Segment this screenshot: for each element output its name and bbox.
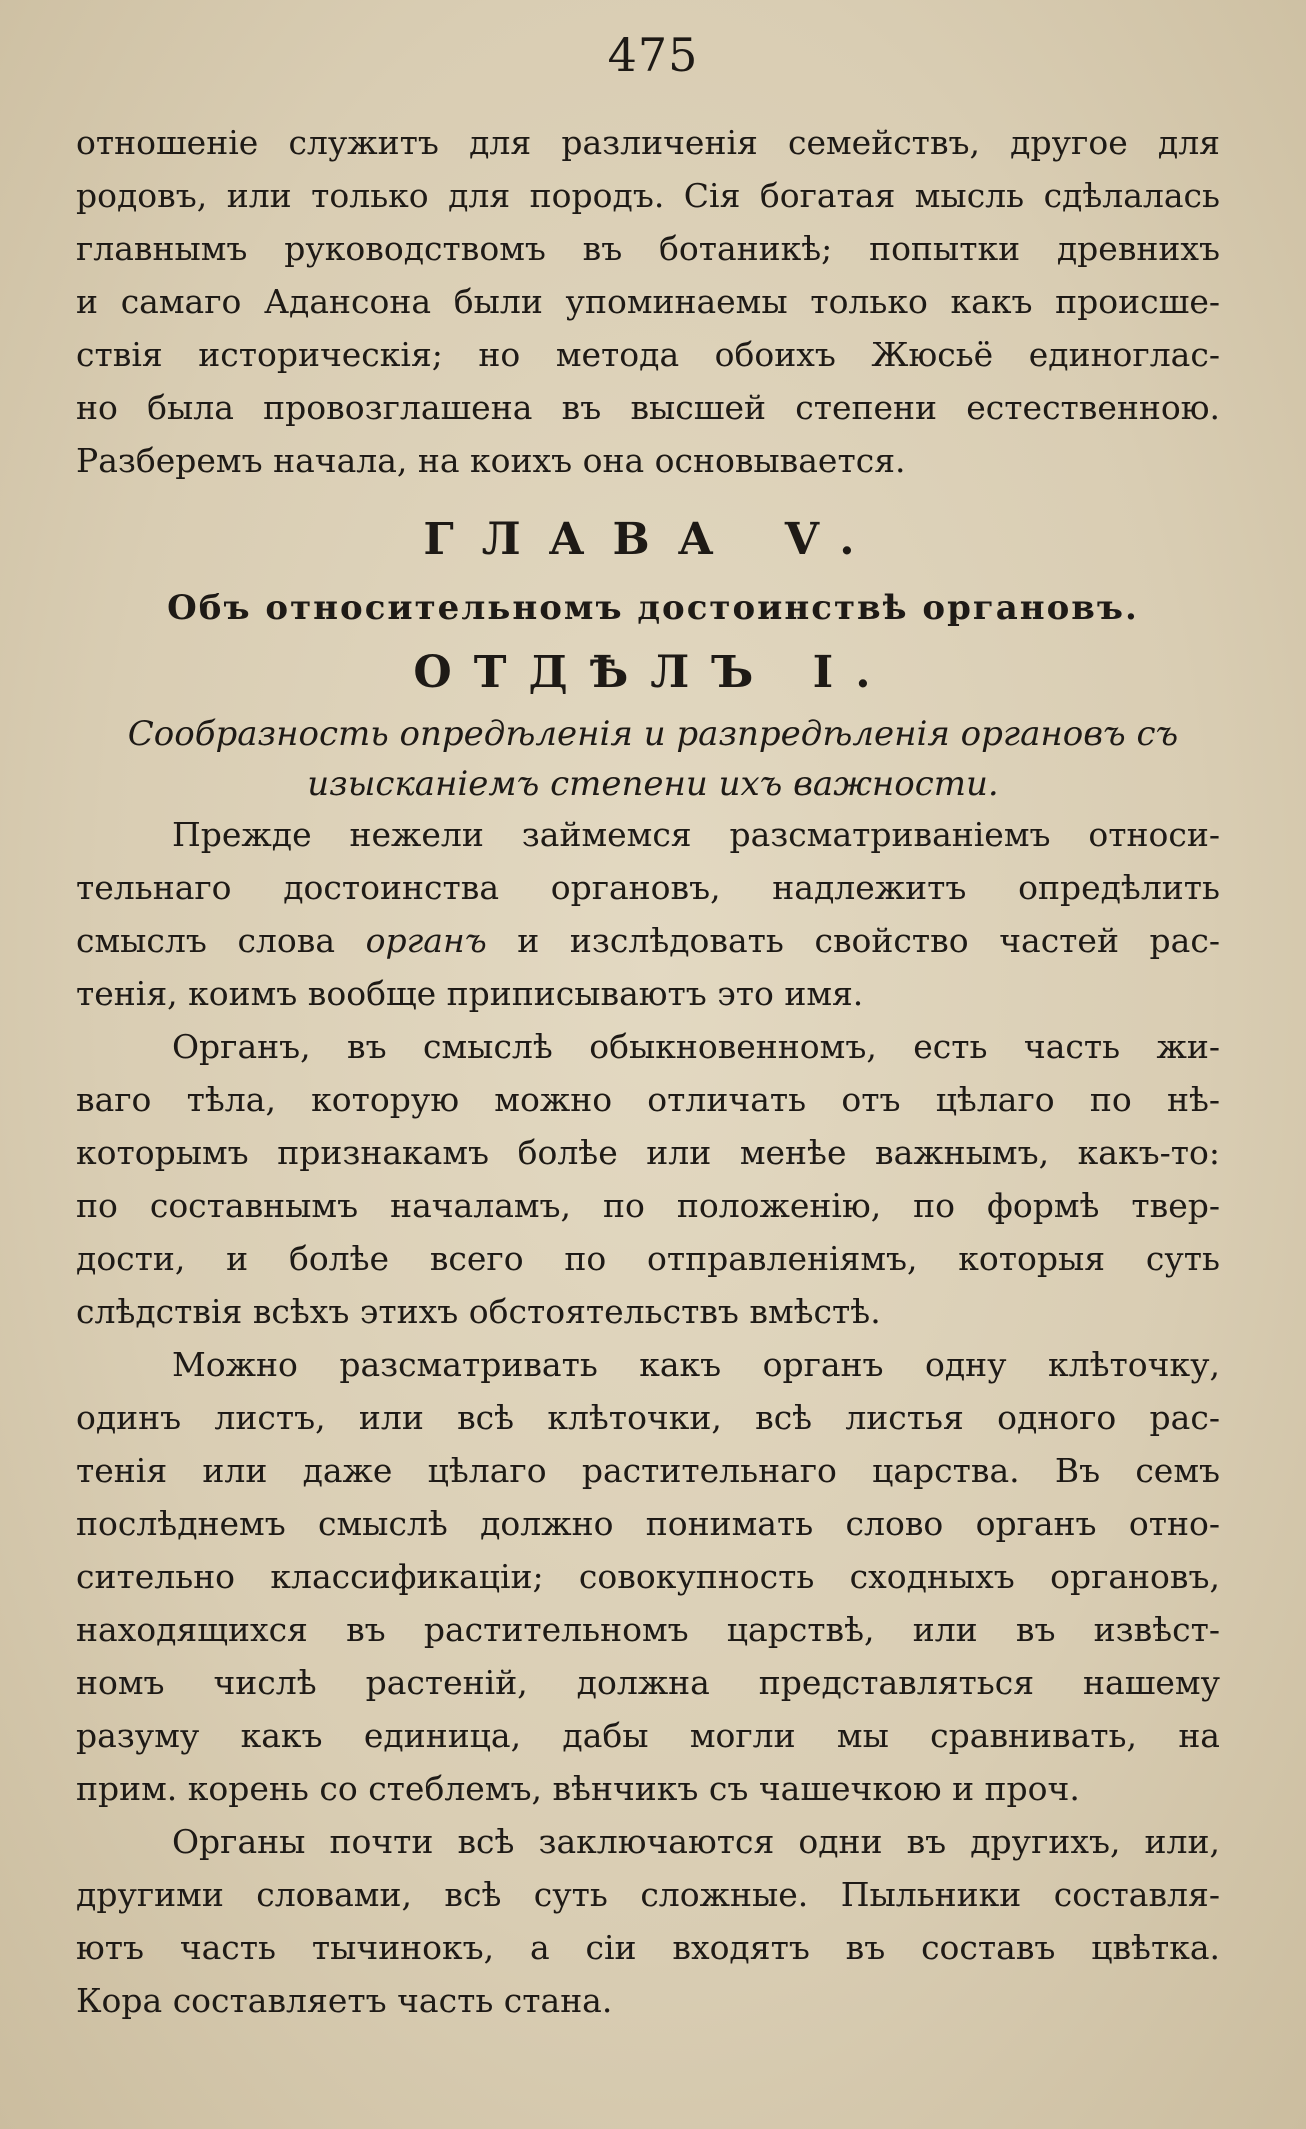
paragraph-line: дости, и болѣе всего по отправленіямъ, которыя суть — [76, 1239, 1220, 1278]
paragraph-line: тенія, коимъ вообще приписываютъ это имя. — [76, 974, 864, 1013]
paragraph-line: прим. корень со стеблемъ, вѣнчикъ съ чашечкою и проч. — [76, 1769, 1080, 1808]
paragraph-line: ваго тѣла, которую можно отличать отъ цѣлаго по нѣ- — [76, 1080, 1220, 1119]
paragraph-line: послѣднемъ смыслѣ должно понимать слово органъ отно- — [76, 1504, 1220, 1543]
paragraph-line: Кора составляетъ часть стана. — [76, 1981, 613, 2020]
italic-term: органъ — [365, 921, 487, 960]
intro-line: но была провозглашена въ высшей степени естественною. — [76, 388, 1220, 427]
paragraph-line: находящихся въ растительномъ царствѣ, или въ извѣст- — [76, 1610, 1220, 1649]
intro-line: и самаго Адансона были упоминаемы только какъ происше- — [76, 282, 1220, 321]
text-segment: смыслъ слова — [76, 921, 366, 960]
chapter-title: ГЛАВА V. — [423, 514, 883, 565]
intro-line: Разберемъ начала, на коихъ она основывается. — [76, 441, 906, 480]
section-title: ОТДѢЛЪ I. — [413, 647, 893, 698]
intro-line: главнымъ руководствомъ въ ботаникѣ; попытки древнихъ — [76, 229, 1220, 268]
intro-line: родовъ, или только для породъ. Сія богатая мысль сдѣлалась — [76, 176, 1220, 215]
paragraph-line: слѣдствія всѣхъ этихъ обстоятельствъ вмѣстѣ. — [76, 1292, 881, 1331]
paragraph-line: Можно разсматривать какъ органъ одну клѣточку, — [172, 1345, 1220, 1384]
text-segment: и изслѣдовать свойство частей рас- — [486, 921, 1220, 960]
page-number: 475 — [607, 28, 699, 82]
paragraph-line: тельнаго достоинства органовъ, надлежитъ опредѣлить — [76, 868, 1220, 907]
paragraph-line — [76, 916, 1220, 966]
paragraph-line: ютъ часть тычинокъ, а сіи входятъ въ составъ цвѣтка. — [76, 1928, 1220, 1967]
paragraph-line: разуму какъ единица, дабы могли мы сравнивать, на — [76, 1716, 1220, 1755]
paragraph-line: номъ числѣ растеній, должна представляться нашему — [76, 1663, 1220, 1702]
paragraph-line: Прежде нежели займемся разсматриваніемъ относи- — [172, 815, 1220, 854]
paragraph-line: одинъ листъ, или всѣ клѣточки, всѣ листья одного рас- — [76, 1398, 1220, 1437]
paragraph-line: Органы почти всѣ заключаются одни въ другихъ, или, — [172, 1822, 1220, 1861]
chapter-subtitle: Объ относительномъ достоинствѣ органовъ. — [167, 588, 1139, 628]
paragraph-line: по составнымъ началамъ, по положенію, по формѣ твер- — [76, 1186, 1220, 1225]
intro-line: ствія историческія; но метода обоихъ Жюсьё единоглас- — [76, 335, 1220, 374]
intro-line: отношеніе служитъ для различенія семействъ, другое для — [76, 123, 1220, 162]
paragraph-line: которымъ признакамъ болѣе или менѣе важнымъ, какъ-то: — [76, 1133, 1220, 1172]
section-heading-line: изысканіемъ степени ихъ важности. — [307, 764, 999, 804]
paragraph-line: другими словами, всѣ суть сложные. Пыльники составля- — [76, 1875, 1220, 1914]
paragraph-line: сительно классификаціи; совокупность сходныхъ органовъ, — [76, 1557, 1220, 1596]
section-heading-line: Сообразность опредѣленія и разпредѣленія органовъ съ — [127, 714, 1179, 754]
paragraph-line: тенія или даже цѣлаго растительнаго царства. Въ семъ — [76, 1451, 1220, 1490]
paragraph-line: Органъ, въ смыслѣ обыкновенномъ, есть часть жи- — [172, 1027, 1220, 1066]
